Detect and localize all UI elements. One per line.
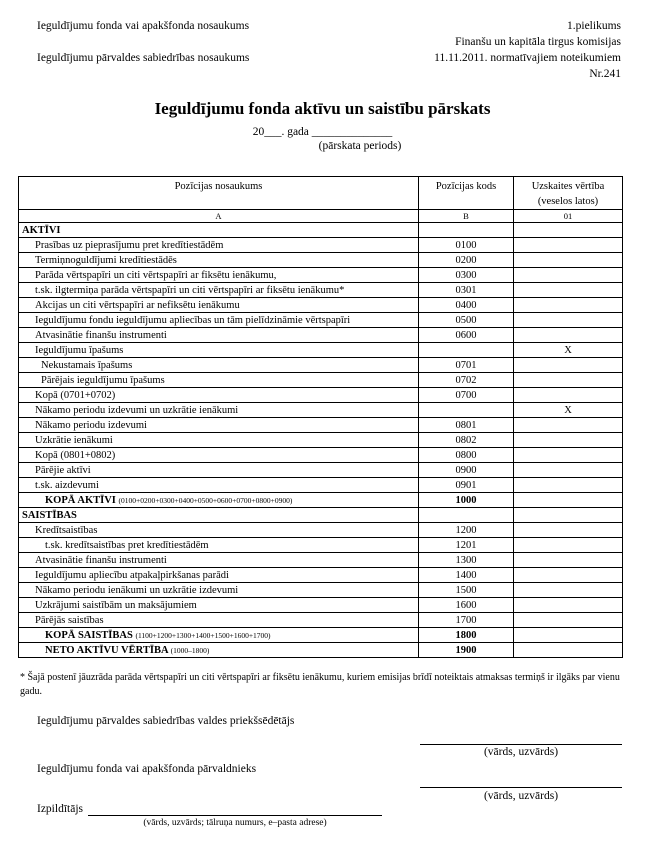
- row-name-text: AKTĪVI: [22, 224, 61, 236]
- row-name: [19, 403, 419, 418]
- row-name-text: Akcijas un citi vērtspapīri ar nefiksētu ienākumu: [35, 299, 240, 311]
- table-row: [19, 268, 623, 283]
- table-row: [19, 583, 623, 598]
- row-name: [19, 643, 419, 658]
- table-row: [19, 643, 623, 658]
- row-code: 0802: [419, 433, 514, 448]
- row-value[interactable]: [514, 418, 623, 433]
- row-name-text: Kopā (0801+0802): [35, 449, 116, 461]
- table-row: [19, 433, 623, 448]
- row-code: 0301: [419, 283, 514, 298]
- row-name-text: t.sk. ilgtermiņa parāda vērtspapīri un citi vērtspapīri ar fiksētu ienākumu*: [35, 284, 345, 296]
- chair-signature-line: [420, 744, 622, 745]
- column-letter-row: [19, 210, 623, 223]
- row-value[interactable]: [514, 358, 623, 373]
- executor-caption: (vārds, uzvārds; tālruņa numurs, e–pasta adrese): [143, 818, 327, 828]
- table-row: [19, 418, 623, 433]
- col-header-code: Pozīcijas kods: [419, 177, 514, 210]
- row-name-text: Uzkrātie ienākumi: [35, 434, 113, 446]
- row-value[interactable]: [514, 463, 623, 478]
- row-value[interactable]: [514, 283, 623, 298]
- row-value[interactable]: [514, 253, 623, 268]
- table-row: [19, 538, 623, 553]
- row-name-text: KOPĀ AKTĪVI: [45, 494, 116, 506]
- row-code: 0900: [419, 463, 514, 478]
- table-row: [19, 238, 623, 253]
- table-row: [19, 568, 623, 583]
- table-row: [19, 553, 623, 568]
- row-code: 0701: [419, 358, 514, 373]
- row-value[interactable]: X: [514, 403, 623, 418]
- row-name: [19, 223, 419, 238]
- table-row: [19, 313, 623, 328]
- commission-label: Finanšu un kapitāla tirgus komisijas: [455, 36, 621, 48]
- row-code: 0600: [419, 328, 514, 343]
- company-name-label: Ieguldījumu pārvaldes sabiedrības nosaukums: [37, 52, 250, 64]
- row-value[interactable]: [514, 298, 623, 313]
- row-value[interactable]: [514, 613, 623, 628]
- row-name: [19, 388, 419, 403]
- period-caption: (pārskata periods): [318, 140, 402, 152]
- row-name: [19, 583, 419, 598]
- row-name: [19, 433, 419, 448]
- row-code: 0200: [419, 253, 514, 268]
- row-value[interactable]: [514, 328, 623, 343]
- row-value[interactable]: [514, 493, 623, 508]
- table-row: [19, 358, 623, 373]
- row-value[interactable]: [514, 568, 623, 583]
- chair-label: Ieguldījumu pārvaldes sabiedrības valdes priekšsēdētājs: [37, 715, 295, 727]
- row-code: [419, 403, 514, 418]
- row-name-text: Nekustamais īpašums: [41, 359, 133, 371]
- row-name-text: Nākamo periodu izdevumi: [35, 419, 147, 431]
- row-name: [19, 568, 419, 583]
- row-name-text: SAISTĪBAS: [22, 509, 77, 521]
- row-value[interactable]: [514, 643, 623, 658]
- col-letter-01: 01: [514, 210, 623, 223]
- row-value[interactable]: [514, 553, 623, 568]
- table-row: [19, 253, 623, 268]
- row-name: [19, 523, 419, 538]
- row-code: 1500: [419, 583, 514, 598]
- regulation-number: Nr.241: [589, 68, 621, 80]
- table-row: [19, 328, 623, 343]
- row-name: [19, 283, 419, 298]
- date-line: 20___. gada ______________: [252, 126, 393, 138]
- row-name: [19, 373, 419, 388]
- row-name-text: Ieguldījumu īpašums: [35, 344, 124, 356]
- row-value[interactable]: [514, 583, 623, 598]
- row-value[interactable]: [514, 508, 623, 523]
- row-code: 1400: [419, 568, 514, 583]
- row-value[interactable]: [514, 238, 623, 253]
- row-name-text: Nākamo periodu izdevumi un uzkrātie ienākumi: [35, 404, 239, 416]
- row-value[interactable]: [514, 598, 623, 613]
- row-code: 1300: [419, 553, 514, 568]
- row-value[interactable]: [514, 433, 623, 448]
- executor-label: Izpildītājs: [37, 803, 83, 815]
- row-name-text: t.sk. aizdevumi: [35, 479, 99, 491]
- table-row: [19, 343, 623, 358]
- manager-caption: (vārds, uzvārds): [483, 790, 559, 802]
- row-code: [419, 223, 514, 238]
- row-code: 1700: [419, 613, 514, 628]
- row-value[interactable]: [514, 478, 623, 493]
- table-row: [19, 508, 623, 523]
- row-code: 0500: [419, 313, 514, 328]
- table-row: [19, 223, 623, 238]
- row-code: 0400: [419, 298, 514, 313]
- row-name-text: Pārējie aktīvi: [35, 464, 91, 476]
- row-name-text: KOPĀ SAISTĪBAS: [45, 629, 133, 641]
- row-name: [19, 598, 419, 613]
- table-row: [19, 613, 623, 628]
- row-code: 1201: [419, 538, 514, 553]
- row-name: [19, 508, 419, 523]
- row-name: [19, 253, 419, 268]
- row-code: 1200: [419, 523, 514, 538]
- row-value[interactable]: [514, 313, 623, 328]
- row-name-text: Kredītsaistības: [35, 524, 98, 536]
- col-letter-a: A: [19, 210, 419, 223]
- row-value[interactable]: X: [514, 343, 623, 358]
- row-name-text: Atvasinātie finanšu instrumenti: [35, 554, 167, 566]
- row-name: [19, 238, 419, 253]
- table-row: [19, 598, 623, 613]
- row-name: [19, 538, 419, 553]
- row-name-text: Prasības uz pieprasījumu pret kredītiestādēm: [35, 239, 224, 251]
- row-code: 0700: [419, 388, 514, 403]
- row-value[interactable]: [514, 448, 623, 463]
- row-code: 1000: [419, 493, 514, 508]
- table-row: [19, 388, 623, 403]
- row-value[interactable]: [514, 373, 623, 388]
- table-row: [19, 403, 623, 418]
- row-code: 0100: [419, 238, 514, 253]
- footnote: * Šajā postenī jāuzrāda parāda vērtspapīri un citi vērtspapīri ar fiksētu ienākumu, kuriem emisijas brīdī noteiktais atmaksas termiņš ir ilgāks par vienu gadu.: [20, 672, 620, 697]
- row-code: 0702: [419, 373, 514, 388]
- row-name-text: Atvasinātie finanšu instrumenti: [35, 329, 167, 341]
- table-row: [19, 523, 623, 538]
- row-value[interactable]: [514, 523, 623, 538]
- annex-label: 1.pielikums: [567, 20, 621, 32]
- row-code: 1900: [419, 643, 514, 658]
- table-row: [19, 463, 623, 478]
- row-code: 0800: [419, 448, 514, 463]
- row-name: [19, 313, 419, 328]
- row-name: [19, 628, 419, 643]
- row-name-text: Nākamo periodu ienākumi un uzkrātie izdevumi: [35, 584, 239, 596]
- row-name-text: t.sk. kredītsaistības pret kredītiestādēm: [45, 539, 209, 551]
- row-name: [19, 418, 419, 433]
- row-name: [19, 298, 419, 313]
- report-table: [18, 176, 623, 658]
- row-name-text: Parāda vērtspapīri un citi vērtspapīri ar fiksētu ienākumu,: [35, 269, 277, 281]
- table-row: [19, 448, 623, 463]
- col-letter-b: B: [419, 210, 514, 223]
- table-row: [19, 628, 623, 643]
- row-code: [419, 343, 514, 358]
- row-name: [19, 268, 419, 283]
- fund-name-label: Ieguldījumu fonda vai apakšfonda nosaukums: [37, 20, 250, 32]
- row-name: [19, 493, 419, 508]
- row-formula: (1000–1800): [170, 645, 210, 655]
- manager-signature-line: [420, 787, 622, 788]
- row-code: [419, 508, 514, 523]
- table-row: [19, 298, 623, 313]
- row-code: 0901: [419, 478, 514, 493]
- row-formula: (1100+1200+1300+1400+1500+1600+1700): [135, 630, 271, 640]
- row-name: [19, 358, 419, 373]
- row-formula: (0100+0200+0300+0400+0500+0600+0700+0800+0900): [118, 495, 293, 505]
- chair-caption: (vārds, uzvārds): [483, 746, 559, 758]
- row-name: [19, 478, 419, 493]
- row-name-text: Ieguldījumu apliecību atpakaļpirkšanas parādi: [35, 569, 229, 581]
- row-code: 0801: [419, 418, 514, 433]
- row-value[interactable]: [514, 538, 623, 553]
- row-name: [19, 448, 419, 463]
- manager-label: Ieguldījumu fonda vai apakšfonda pārvaldnieks: [37, 763, 257, 775]
- regulation-label: 11.11.2011. normatīvajiem noteikumiem: [434, 52, 621, 64]
- row-value[interactable]: [514, 223, 623, 238]
- row-code: 1800: [419, 628, 514, 643]
- row-value[interactable]: [514, 628, 623, 643]
- row-name: [19, 613, 419, 628]
- executor-signature-line: [88, 815, 382, 816]
- row-name-text: Termiņnoguldījumi kredītiestādēs: [35, 254, 177, 266]
- row-name-text: NETO AKTĪVU VĒRTĪBA: [45, 644, 168, 656]
- table-row: [19, 373, 623, 388]
- row-code: 1600: [419, 598, 514, 613]
- table-header-row: [19, 177, 623, 210]
- table-row: [19, 493, 623, 508]
- row-name-text: Ieguldījumu fondu ieguldījumu apliecības un tām pielīdzināmie vērtspapīri: [35, 314, 351, 326]
- row-name: [19, 328, 419, 343]
- table-row: [19, 478, 623, 493]
- row-code: 0300: [419, 268, 514, 283]
- row-name-text: Pārējais ieguldījumu īpašums: [41, 374, 165, 386]
- row-name-text: Uzkrājumi saistībām un maksājumiem: [35, 599, 197, 611]
- row-value[interactable]: [514, 268, 623, 283]
- table-row: [19, 283, 623, 298]
- page-title: Ieguldījumu fonda aktīvu un saistību pārskats: [154, 99, 491, 118]
- row-value[interactable]: [514, 388, 623, 403]
- row-name-text: Pārējās saistības: [35, 614, 104, 626]
- row-name: [19, 343, 419, 358]
- col-header-value: Uzskaites vērtība (veselos latos): [514, 177, 623, 210]
- col-header-name: Pozīcijas nosaukums: [19, 177, 419, 210]
- row-name: [19, 553, 419, 568]
- row-name-text: Kopā (0701+0702): [35, 389, 116, 401]
- row-name: [19, 463, 419, 478]
